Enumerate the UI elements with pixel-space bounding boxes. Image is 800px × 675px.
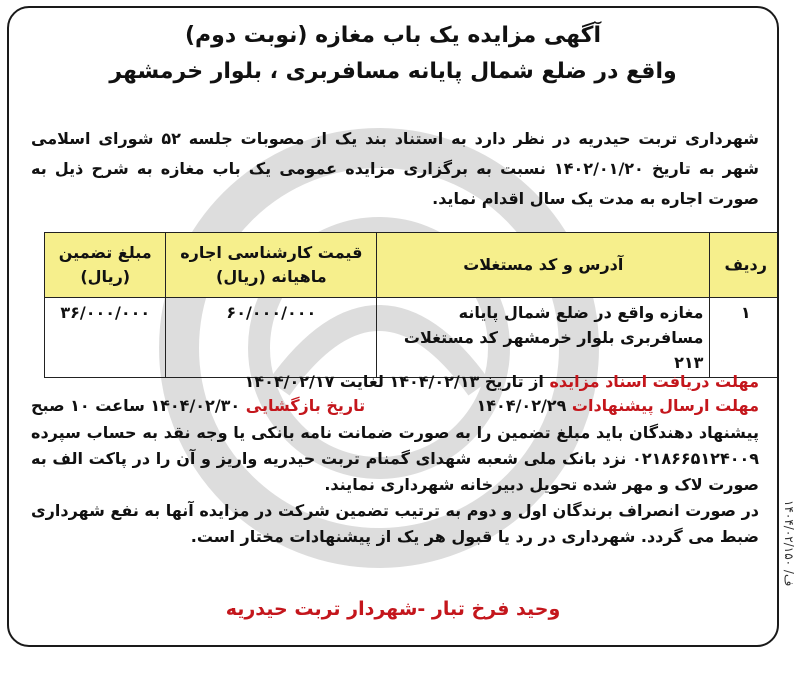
intro-paragraph: شهرداری تربت حیدریه در نظر دارد به استناد بند یک از مصوبات جلسه ۵۲ شورای اسلامی شهر به تاریخ ۱۴۰۲/۰۱/۲۰ نسبت به برگزاری مزایده عمومی یک باب مغازه به شرح ذیل به صورت اجاره به مدت یک سال اقدام نماید.: [31, 129, 760, 208]
cell-radif: ۱: [710, 298, 779, 378]
opening-date-label: تاریخ بازگشایی: [245, 396, 366, 415]
side-reference-code: ۱۴۰۴/۰۲/۱۵۰ /ف: [782, 500, 796, 587]
deadlines-block: [31, 370, 759, 418]
notice-frame: [7, 6, 779, 647]
table-row: [45, 298, 780, 378]
header-deposit: مبلغ تضمین (ریال): [45, 233, 166, 298]
header-radif: ردیف: [710, 233, 779, 298]
auction-items-table: [44, 232, 779, 378]
terms-block: [31, 420, 759, 550]
opening-date: [31, 394, 365, 418]
docs-deadline: [31, 370, 759, 394]
cell-price: ۶۰/۰۰۰/۰۰۰: [166, 298, 377, 378]
deposit-instructions: پیشنهاد دهندگان باید مبلغ تضمین را به صورت ضمانت نامه بانکی یا وجه نقد به حساب سپرده ۰۲۱۸۶۶۵۱۲۴۰۰۹ نزد بانک ملی شعبه شهدای گمنام تربت حیدریه واریز و آن را در پاکت الف به صورت لاک و مهر شده تحویل دبیرخانه شهرداری نمایند.: [31, 423, 759, 494]
submit-deadline: [477, 394, 759, 418]
docs-deadline-label: مهلت دریافت اسناد مزایده: [549, 372, 759, 391]
cell-address: مغازه واقع در ضلع شمال پایانه مسافربری بلوار خرمشهر کد مستغلات ۲۱۳: [377, 298, 710, 378]
opening-date-value: ۱۴۰۴/۰۲/۳۰ ساعت ۱۰ صبح: [31, 396, 241, 415]
submission-row: [31, 394, 759, 418]
docs-deadline-value: از تاریخ ۱۴۰۴/۰۲/۱۳ لغایت ۱۴۰۴/۰۲/۱۷: [244, 372, 544, 391]
table-header-row: [45, 233, 780, 298]
header-price: قیمت کارشناسی اجاره ماهیانه (ریال): [166, 233, 377, 298]
mayor-signature: وحید فرخ تبار -شهردار تربت حیدریه: [225, 598, 561, 620]
notice-title: [9, 18, 777, 90]
header-address: آدرس و کد مستغلات: [377, 233, 710, 298]
cell-deposit: ۳۶/۰۰۰/۰۰۰: [45, 298, 166, 378]
withdrawal-terms: در صورت انصراف برندگان اول و دوم به ترتیب تضمین شرکت در مزایده آنها به نفع شهرداری ضبط می گردد. شهرداری در رد یا قبول هر یک از پیشنهادات مختار است.: [31, 501, 759, 546]
title-line-1: آگهی مزایده یک باب مغازه (نوبت دوم): [184, 23, 602, 48]
title-line-2: واقع در ضلع شمال پایانه مسافربری ، بلوار خرمشهر: [109, 59, 677, 84]
submit-deadline-value: ۱۴۰۴/۰۲/۲۹: [476, 396, 567, 415]
submit-deadline-label: مهلت ارسال پیشنهادات: [571, 396, 759, 415]
